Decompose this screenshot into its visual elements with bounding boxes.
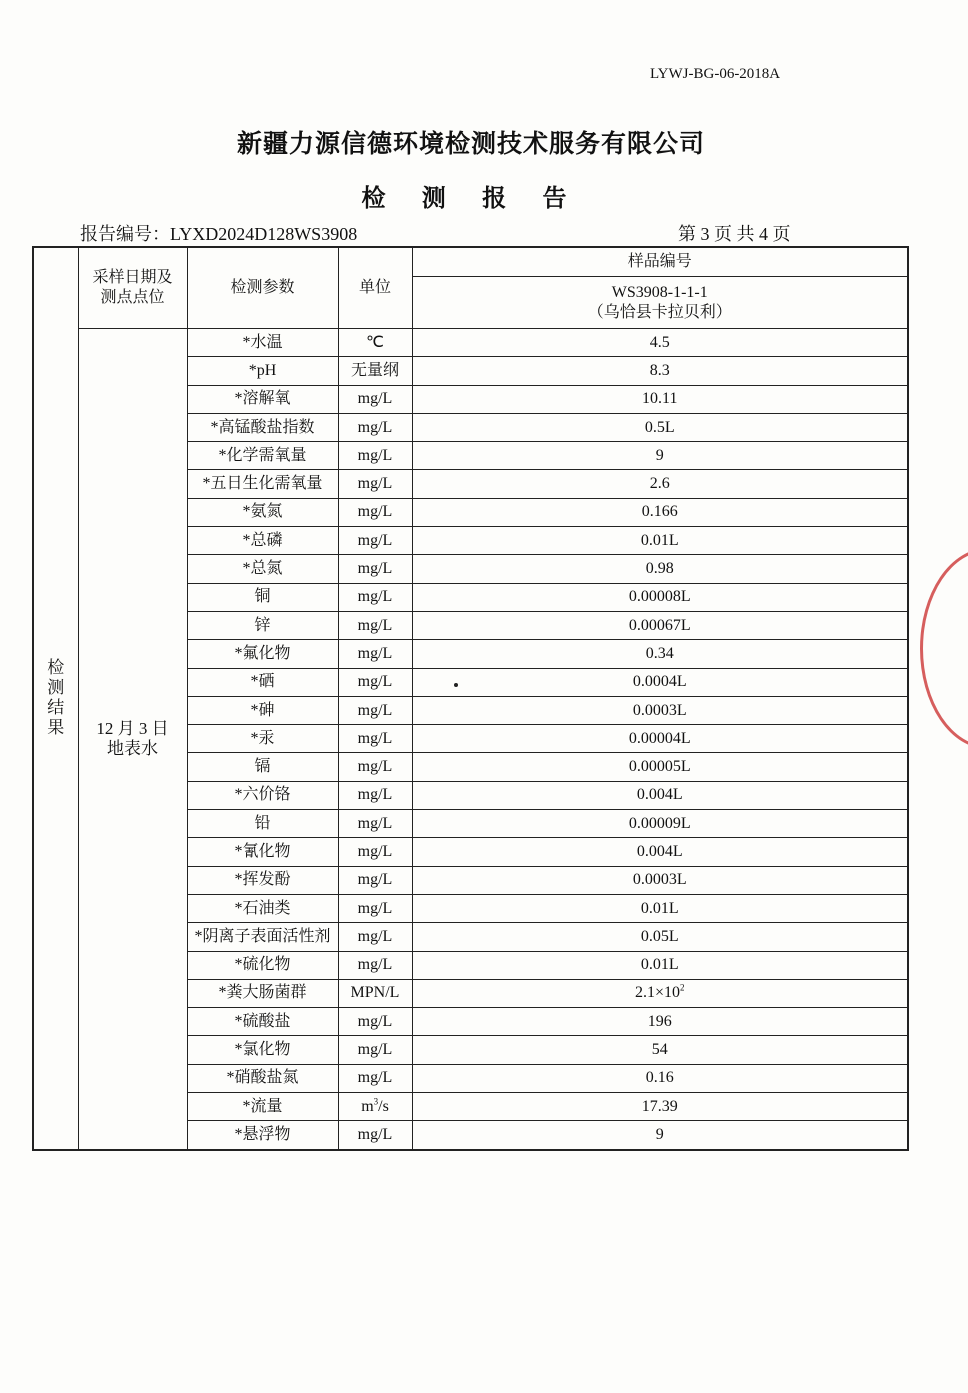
value-cell: 0.00009L (412, 810, 908, 838)
unit-cell: mg/L (338, 923, 412, 951)
date-site-header: 采样日期及 测点点位 (78, 247, 187, 329)
sample-id-cell: WS3908-1-1-1 （乌恰县卡拉贝利） (412, 277, 908, 329)
value-cell: 0.00005L (412, 753, 908, 781)
param-cell: *阴离子表面活性剂 (187, 923, 338, 951)
unit-cell: mg/L (338, 1064, 412, 1092)
unit-cell: mg/L (338, 866, 412, 894)
unit-cell: mg/L (338, 810, 412, 838)
unit-header: 单位 (338, 247, 412, 329)
param-cell: *总氮 (187, 555, 338, 583)
value-cell: 0.01L (412, 951, 908, 979)
unit-cell: mg/L (338, 640, 412, 668)
value-cell: 0.004L (412, 838, 908, 866)
param-cell: 铅 (187, 810, 338, 838)
param-cell: *砷 (187, 696, 338, 724)
unit-cell: mg/L (338, 781, 412, 809)
results-side-label: 检 测 结 果 (33, 247, 78, 1150)
param-cell: *氨氮 (187, 498, 338, 526)
unit-cell: mg/L (338, 555, 412, 583)
unit-cell: mg/L (338, 1036, 412, 1064)
value-cell: 0.0004L (412, 668, 908, 696)
value-cell: 0.01L (412, 527, 908, 555)
param-cell: *石油类 (187, 894, 338, 922)
unit-cell: mg/L (338, 668, 412, 696)
param-cell: *水温 (187, 329, 338, 357)
unit-cell: mg/L (338, 527, 412, 555)
value-cell: 0.166 (412, 498, 908, 526)
param-header: 检测参数 (187, 247, 338, 329)
value-cell: 0.00008L (412, 583, 908, 611)
company-seal (920, 548, 968, 749)
unit-cell: mg/L (338, 753, 412, 781)
results-table (32, 246, 909, 1151)
value-cell: 0.004L (412, 781, 908, 809)
unit-cell: 无量纲 (338, 357, 412, 385)
param-cell: *氟化物 (187, 640, 338, 668)
unit-cell: mg/L (338, 583, 412, 611)
param-cell: *pH (187, 357, 338, 385)
page-info: 第 3 页 共 4 页 (678, 224, 791, 244)
param-cell: *高锰酸盐指数 (187, 413, 338, 441)
unit-cell: mg/L (338, 894, 412, 922)
speck-mark (454, 683, 458, 687)
unit-cell: ℃ (338, 329, 412, 357)
param-cell: *六价铬 (187, 781, 338, 809)
value-cell: 0.98 (412, 555, 908, 583)
unit-cell: mg/L (338, 1008, 412, 1036)
company-name: 新疆力源信德环境检测技术服务有限公司 (236, 129, 705, 158)
param-cell: *五日生化需氧量 (187, 470, 338, 498)
unit-cell: mg/L (338, 838, 412, 866)
param-cell: *溶解氧 (187, 385, 338, 413)
date-site-cell: 12 月 3 日 地表水 (78, 329, 187, 1150)
value-cell: 0.0003L (412, 866, 908, 894)
param-cell: *化学需氧量 (187, 442, 338, 470)
value-cell: 0.0003L (412, 696, 908, 724)
param-cell: *硝酸盐氮 (187, 1064, 338, 1092)
param-cell: *粪大肠菌群 (187, 979, 338, 1007)
param-cell: 锌 (187, 611, 338, 639)
param-cell: *总磷 (187, 527, 338, 555)
report-title: 检 测 报 告 (361, 184, 581, 212)
value-cell: 2.6 (412, 470, 908, 498)
param-cell: *挥发酚 (187, 866, 338, 894)
unit-cell: mg/L (338, 951, 412, 979)
param-cell: 铜 (187, 583, 338, 611)
value-cell: 0.16 (412, 1064, 908, 1092)
value-cell: 4.5 (412, 329, 908, 357)
param-cell: *硫化物 (187, 951, 338, 979)
unit-cell: $m^3/s$ (338, 1093, 412, 1121)
table-row (33, 329, 908, 357)
unit-cell: mg/L (338, 413, 412, 441)
value-cell: 0.00004L (412, 725, 908, 753)
value-cell: 196 (412, 1008, 908, 1036)
unit-cell: mg/L (338, 611, 412, 639)
value-cell: 8.3 (412, 357, 908, 385)
value-cell: 9 (412, 442, 908, 470)
value-cell: 10.11 (412, 385, 908, 413)
param-cell: *氰化物 (187, 838, 338, 866)
param-cell: *流量 (187, 1093, 338, 1121)
value-cell: 0.05L (412, 923, 908, 951)
unit-cell: mg/L (338, 498, 412, 526)
param-cell: *硫酸盐 (187, 1008, 338, 1036)
value-cell: 0.34 (412, 640, 908, 668)
document-code: LYWJ-BG-06-2018A (650, 66, 781, 82)
param-cell: *悬浮物 (187, 1121, 338, 1150)
unit-cell: MPN/L (338, 979, 412, 1007)
unit-cell: mg/L (338, 470, 412, 498)
report-number: 报告编号：LYXD2024D128WS3908 (80, 224, 358, 244)
param-cell: 镉 (187, 753, 338, 781)
value-cell: 0.5L (412, 413, 908, 441)
value-cell: $2.1\times 10^2$ (412, 979, 908, 1007)
value-cell: 17.39 (412, 1093, 908, 1121)
value-cell: 9 (412, 1121, 908, 1150)
unit-cell: mg/L (338, 696, 412, 724)
unit-cell: mg/L (338, 442, 412, 470)
param-cell: *氯化物 (187, 1036, 338, 1064)
param-cell: *硒 (187, 668, 338, 696)
param-cell: *汞 (187, 725, 338, 753)
unit-cell: mg/L (338, 725, 412, 753)
unit-cell: mg/L (338, 385, 412, 413)
value-cell: 0.00067L (412, 611, 908, 639)
value-cell: 0.01L (412, 894, 908, 922)
value-cell: 54 (412, 1036, 908, 1064)
sample-no-header: 样品编号 (412, 247, 908, 277)
unit-cell: mg/L (338, 1121, 412, 1150)
